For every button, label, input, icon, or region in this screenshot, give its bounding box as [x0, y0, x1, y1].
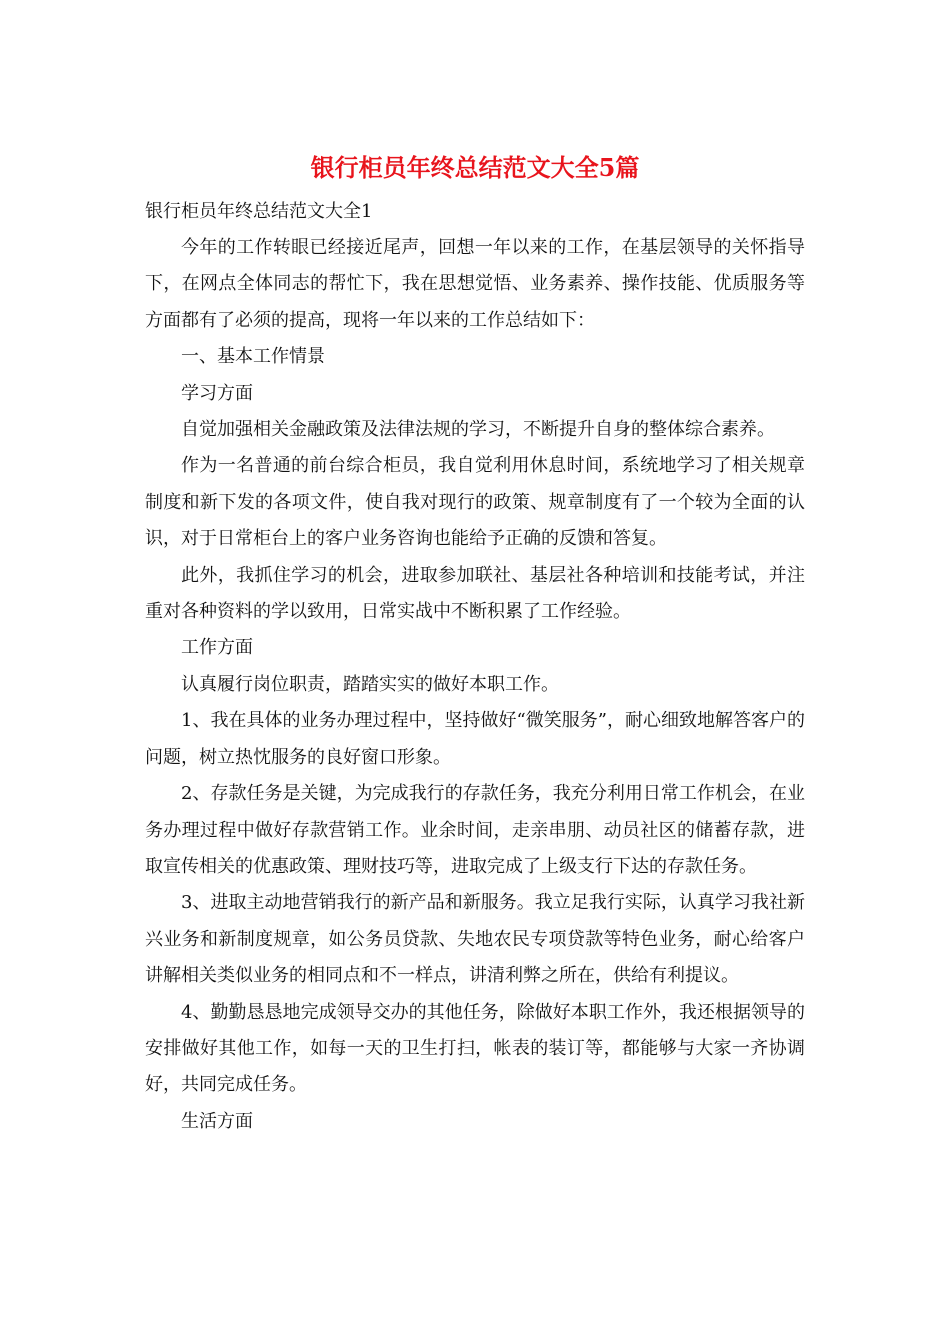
subsection-heading: 工作方面 — [181, 637, 253, 659]
paragraph: 此外，我抓住学习的机会，进取参加联社、基层社各种培训和技能考试，并注重对各种资料的学以致用，日常实战中不断积累了工作经验。 — [145, 564, 805, 623]
paragraph: 认真履行岗位职责，踏踏实实的做好本职工作。 — [181, 673, 559, 695]
document-title: 银行柜员年终总结范文大全5篇 — [310, 153, 640, 182]
paragraph: 今年的工作转眼已经接近尾声，回想一年以来的工作，在基层领导的关怀指导下，在网点全体同志的帮忙下，我在思想觉悟、业务素养、操作技能、优质服务等方面都有了必须的提高，现将一年以来的工作总结如下： — [145, 237, 805, 331]
list-item: 1、我在具体的业务办理过程中，坚持做好“微笑服务”，耐心细致地解答客户的问题，树立热忱服务的良好窗口形象。 — [145, 710, 805, 768]
list-item: 4、勤勤恳恳地完成领导交办的其他任务，除做好本职工作外，我还根据领导的安排做好其他工作，如每一天的卫生打扫，帐表的装订等，都能够与大家一齐协调好，共同完成任务。 — [145, 1001, 805, 1096]
list-item: 2、存款任务是关键，为完成我行的存款任务，我充分利用日常工作机会，在业务办理过程中做好存款营销工作。业余时间，走亲串朋、动员社区的储蓄存款，进取宣传相关的优惠政策、理财技巧等，进取完成了上级支行下达的存款任务。 — [145, 783, 805, 877]
subsection-heading: 学习方面 — [181, 382, 253, 404]
document-subtitle: 银行柜员年终总结范文大全1 — [145, 201, 373, 222]
paragraph: 自觉加强相关金融政策及法律法规的学习，不断提升自身的整体综合素养。 — [181, 419, 775, 441]
list-item: 3、进取主动地营销我行的新产品和新服务。我立足我行实际，认真学习我社新兴业务和新制度规章，如公务员贷款、失地农民专项贷款等特色业务，耐心给客户讲解相关类似业务的相同点和不一样点，讲清利弊之所在，供给有利提议。 — [145, 892, 805, 987]
subsection-heading: 生活方面 — [181, 1110, 253, 1132]
document-body — [145, 230, 805, 1140]
section-heading: 一、基本工作情景 — [181, 346, 325, 368]
paragraph: 作为一名普通的前台综合柜员，我自觉利用休息时间，系统地学习了相关规章制度和新下发的各项文件，使自我对现行的政策、规章制度有了一个较为全面的认识，对于日常柜台上的客户业务咨询也能给予正确的反馈和答复。 — [145, 455, 805, 550]
